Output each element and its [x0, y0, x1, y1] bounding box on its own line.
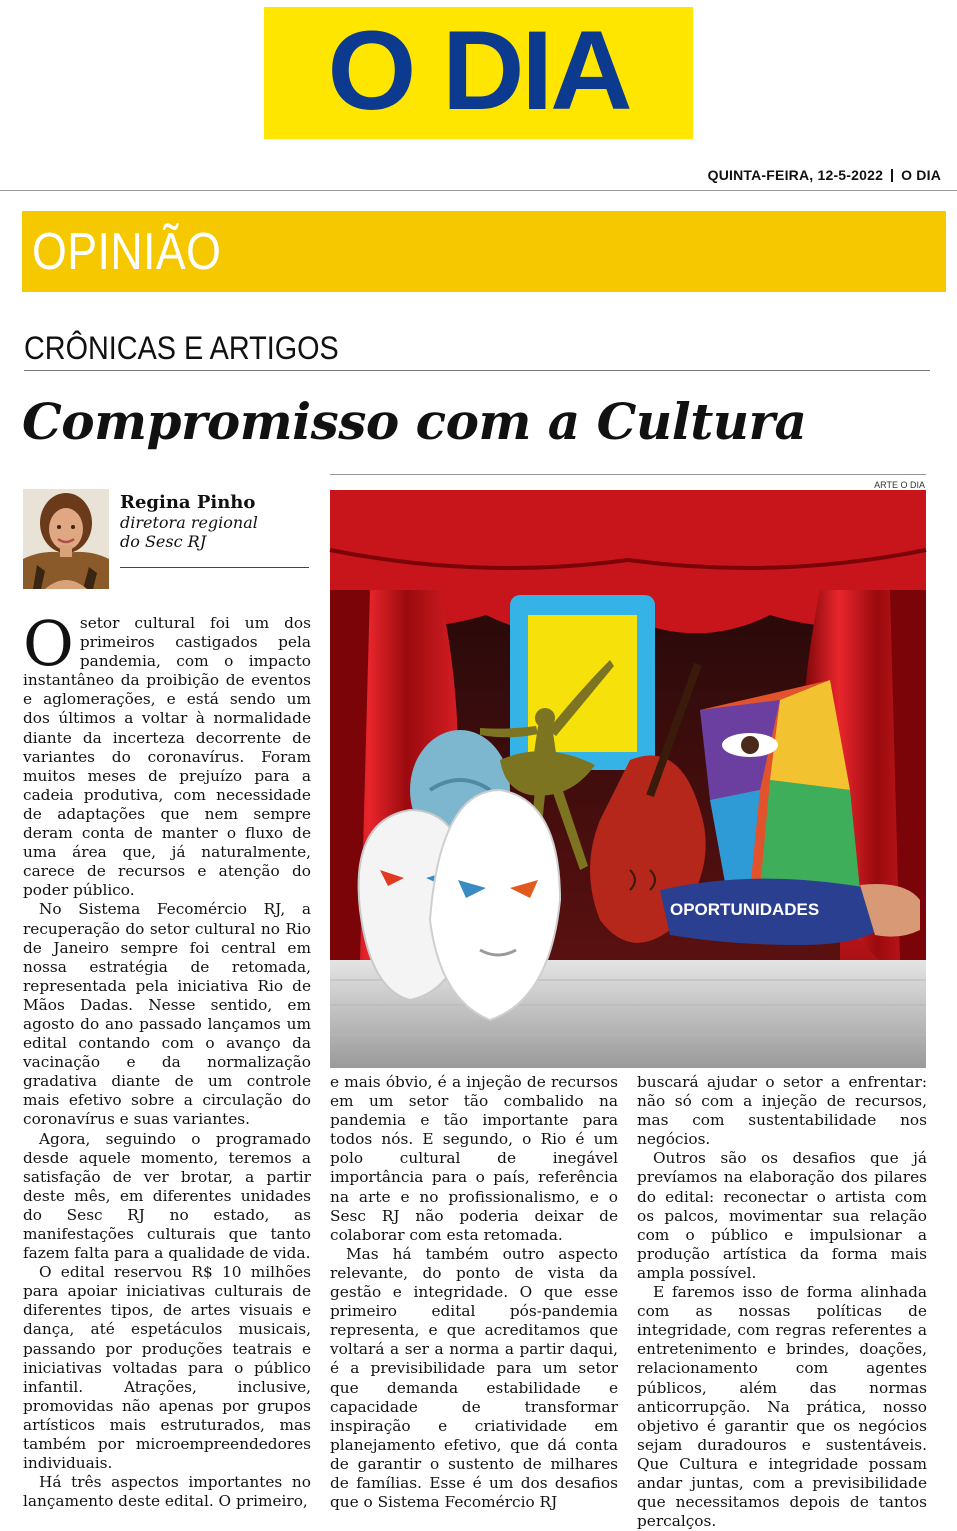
article-paragraph: E faremos isso de forma alinhada com as nossas políticas de integridade, com regras referentes a entretenimento e brindes, doações, relacionamento com agentes públicos, além das normas anticorrupção. Na prática, nosso objetivo é garantir que os negócios sejam duradouros e sustentáveis. Que Cultura e integridade possam andar juntas, com a previsibilidade que necessitamos depois de tantos percalços. — [637, 1283, 927, 1531]
article-paragraph: buscará ajudar o setor a enfrentar: não só com a injeção de recursos, mas com sustentabilidade nos negócios. — [637, 1073, 927, 1149]
author-role — [120, 513, 258, 551]
article-illustration — [330, 490, 926, 1068]
article-column-2 — [330, 1073, 618, 1512]
author-rule — [120, 567, 309, 568]
section-title: OPINIÃO — [32, 223, 222, 281]
art-credit: ARTE O DIA — [874, 480, 925, 490]
article-column-1 — [23, 607, 311, 1511]
author-role-line: do Sesc RJ — [120, 532, 207, 551]
article-paragraph: Agora, seguindo o programado desde aquele momento, teremos a satisfação de ver brotar, a partir deste mês, em diferentes unidades do Sesc RJ no estado, as manifestações culturais que tanto fazem falta para a qualidade de vida. — [23, 1129, 311, 1263]
article-paragraph: No Sistema Fecomércio RJ, a recuperação do setor cultural no Rio de Janeiro sempre foi central em nossa estratégia de retomada, representada pela iniciativa Rio de Mãos Dadas. Nesse sentido, em agosto do ano passado lançamos um edital contando com o avanço da vacinação e da normalização gradativa diante de um controle mais efetivo sobre a circulação do coronavírus e suas variantes. — [23, 900, 311, 1129]
kicker: CRÔNICAS E ARTIGOS — [24, 330, 339, 366]
author-role-line: diretora regional — [120, 513, 258, 532]
article-paragraph — [23, 607, 311, 900]
headline: Compromisso com a Cultura — [22, 392, 807, 451]
author-photo — [23, 489, 109, 589]
author-name: Regina Pinho — [120, 492, 256, 513]
masthead-logo — [264, 7, 693, 139]
kicker-rule — [24, 370, 930, 371]
article-paragraph: Outros são os desafios que já prevíamos na elaboração dos pilares do edital: reconectar o artista com os palcos, movimentar sua relação com o público e impulsionar a produção artística da forma mais ampla possível. — [637, 1149, 927, 1282]
article-paragraph: e mais óbvio, é a injeção de recursos em um setor tão combalido na pandemia e tão importante para todos nós. E segundo, o Rio é um polo cultural de inegável importância para o país, referência na arte e no profissionalismo, e o Sesc RJ não poderia deixar de colaborar com esta retomada. — [330, 1073, 618, 1244]
drop-cap: O — [23, 607, 74, 680]
logo-text: O DIA — [327, 8, 630, 133]
header-rule — [0, 190, 957, 191]
article-paragraph: Há três aspectos importantes no lançamento deste edital. O primeiro, — [23, 1473, 311, 1511]
hand-text: OPORTUNIDADES — [670, 900, 820, 919]
section-banner — [22, 211, 946, 292]
article-column-3 — [637, 1073, 927, 1531]
issue-date: QUINTA-FEIRA, 12-5-2022 — [707, 167, 884, 183]
article-paragraph: O edital reservou R$ 10 milhões para apoiar iniciativas culturais de diferentes tipos, de artes visuais e dança, até espetáculos musicais, passando por produções teatrais e iniciativas voltadas para o público infantil. Atrações, inclusive, promovidas não apenas por grupos artísticos mais estruturados, mas também por microempreendedores individuais. — [23, 1263, 311, 1473]
dateline-divider — [891, 169, 893, 182]
dateline — [708, 167, 941, 183]
paper-name: O DIA — [901, 167, 941, 183]
art-rule — [330, 474, 926, 475]
article-paragraph: Mas há também outro aspecto relevante, do ponto de vista da gestão e integridade. O que esse primeiro edital pós-pandemia representa, e que acreditamos que voltará a ser a norma a partir daqui, é a previsibilidade para um setor que demanda estabilidade e capacidade de transformar inspiração e criatividade em planejamento efetivo, que dá conta de garantir o sustento de milhares de famílias. Esse é um dos desafios que o Sistema Fecomércio RJ — [330, 1244, 618, 1512]
paragraph-text: setor cultural foi um dos primeiros castigados pela pandemia, com o impacto instantâneo da proibição de eventos e aglomerações, e está sendo um dos últimos a voltar à normalidade diante da incerteza decorrente de variantes do coronavírus. Foram muitos meses de prejuízo para a cadeia produtiva, com necessidade de adaptações que nem sempre deram conta de manter o fluxo de uma área que, já naturalmente, carece de recursos e atenção do poder público. — [23, 614, 311, 900]
